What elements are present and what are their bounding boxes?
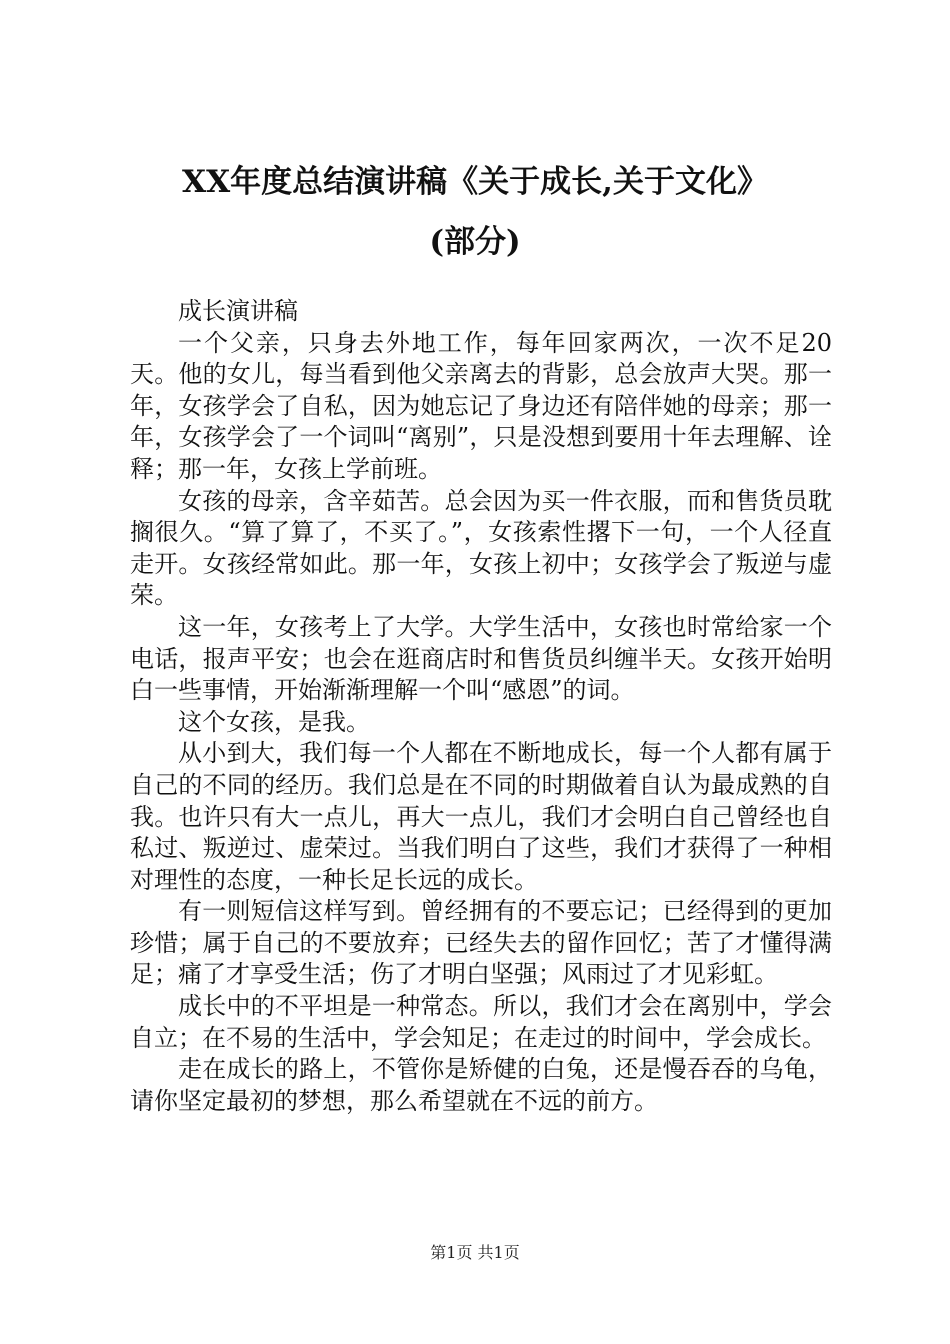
document-body	[130, 296, 832, 1117]
paragraph: 一个父亲，只身去外地工作，每年回家两次，一次不足20天。他的女儿，每当看到他父亲离去的背影，总会放声大哭。那一年，女孩学会了自私，因为她忘记了身边还有陪伴她的母亲；那一年，女孩学会了一个词叫“离别”，只是没想到要用十年去理解、诠释；那一年，女孩上学前班。	[130, 328, 832, 483]
paragraph: 女孩的母亲，含辛茹苦。总会因为买一件衣服，而和售货员耽搁很久。“算了算了，不买了。”，女孩索性撂下一句，一个人径直走开。女孩经常如此。那一年，女孩上初中；女孩学会了叛逆与虚荣。	[130, 486, 832, 610]
paragraph: 从小到大，我们每一个人都在不断地成长，每一个人都有属于自己的不同的经历。我们总是在不同的时期做着自认为最成熟的自我。也许只有大一点儿，再大一点儿，我们才会明白自己曾经也自私过、叛逆过、虚荣过。当我们明白了这些，我们才获得了一种相对理性的态度，一种长足长远的成长。	[130, 739, 832, 894]
paragraph: 这个女孩，是我。	[178, 707, 370, 736]
document-subtitle: (部分)	[429, 224, 521, 260]
document-title: XX年度总结演讲稿《关于成长,关于文化》	[182, 164, 768, 200]
paragraph: 有一则短信这样写到。曾经拥有的不要忘记；已经得到的更加珍惜；属于自己的不要放弃；已经失去的留作回忆；苦了才懂得满足；痛了才享受生活；伤了才明白坚强；风雨过了才见彩虹。	[130, 897, 832, 989]
paragraph: 这一年，女孩考上了大学。大学生活中，女孩也时常给家一个电话，报声平安；也会在逛商店时和售货员纠缠半天。女孩开始明白一些事情，开始渐渐理解一个叫“感恩”的词。	[130, 612, 832, 705]
paragraph: 走在成长的路上，不管你是矫健的白兔，还是慢吞吞的乌龟，请你坚定最初的梦想，那么希望就在不远的前方。	[130, 1055, 832, 1115]
paragraph: 成长中的不平坦是一种常态。所以，我们才会在离别中，学会自立；在不易的生活中，学会知足；在走过的时间中，学会成长。	[130, 992, 832, 1052]
paragraph: 成长演讲稿	[178, 297, 298, 325]
page-number-footer: 第1页 共1页	[430, 1243, 520, 1262]
